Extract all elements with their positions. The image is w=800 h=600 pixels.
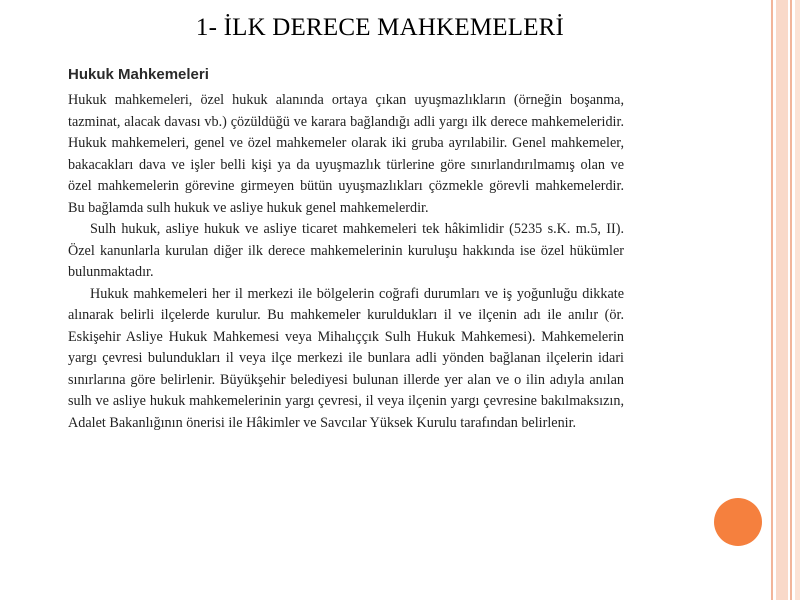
decorative-circle: [714, 498, 762, 546]
decorative-strip: [776, 0, 788, 600]
document-excerpt: [68, 64, 624, 434]
decorative-strip: [790, 0, 792, 600]
paragraph: Hukuk mahkemeleri her il merkezi ile bölgelerin coğrafi durumları ve iş yoğunluğu dikkate alınarak belirli ilçelerde kurulur. Bu mahkemeler kuruldukları il ve ilçenin adı ile anılır (ör. Eskişehir Asliye Hukuk Mahkemesi veya Mihalıççık Sulh Hukuk Mahkemesi). Mahkemelerin yargı çevresi bulundukları il veya ilçe merkezi ile bunlara adli yönden bağlanan ilçelerin idari sınırlarına göre belirlenir. Büyükşehir belediyesi bulunan illerde yer alan ve o ilin adıyla anılan sulh ve asliye hukuk mahkemelerinin yargı çevresi, il veya ilçenin yargı çevresine bakılmaksızın, Adalet Bakanlığının önerisi ile Hâkimler ve Savcılar Yüksek Kurulu tarafından belirlenir.: [68, 285, 624, 431]
paragraph: Sulh hukuk, asliye hukuk ve asliye ticaret mahkemeleri tek hâkimlidir (5235 s.K. m.5, II). Özel kanunlarla kurulan diğer ilk derece mahkemelerinin kuruluşu hakkında ise özel hükümler bulunmaktadır.: [68, 221, 624, 280]
section-heading: Hukuk Mahkemeleri: [68, 66, 209, 83]
slide-title: 1- İLK DERECE MAHKEMELERİ: [195, 14, 565, 41]
paragraph: Hukuk mahkemeleri, özel hukuk alanında ortaya çıkan uyuşmazlıkların (örneğin boşanma, tazminat, alacak davası vb.) çözüldüğü ve karara bağlandığı adli yargı ilk derece mahkemeleridir. Hukuk mahkemeleri, genel ve özel mahkemeler olarak iki gruba ayrılabilir. Genel mahkemeler, bakacakları dava ve işler belli kişi ya da uyuşmazlık türlerine göre sınırlandırılmamış olan ve özel mahkemelerin görevine girmeyen bütün uyuşmazlıkları çözmekle görevli mahkemelerdir. Bu bağlamda sulh hukuk ve asliye hukuk genel mahkemelerdir.: [68, 92, 624, 216]
decorative-strip: [771, 0, 773, 600]
decorative-strip: [795, 0, 800, 600]
